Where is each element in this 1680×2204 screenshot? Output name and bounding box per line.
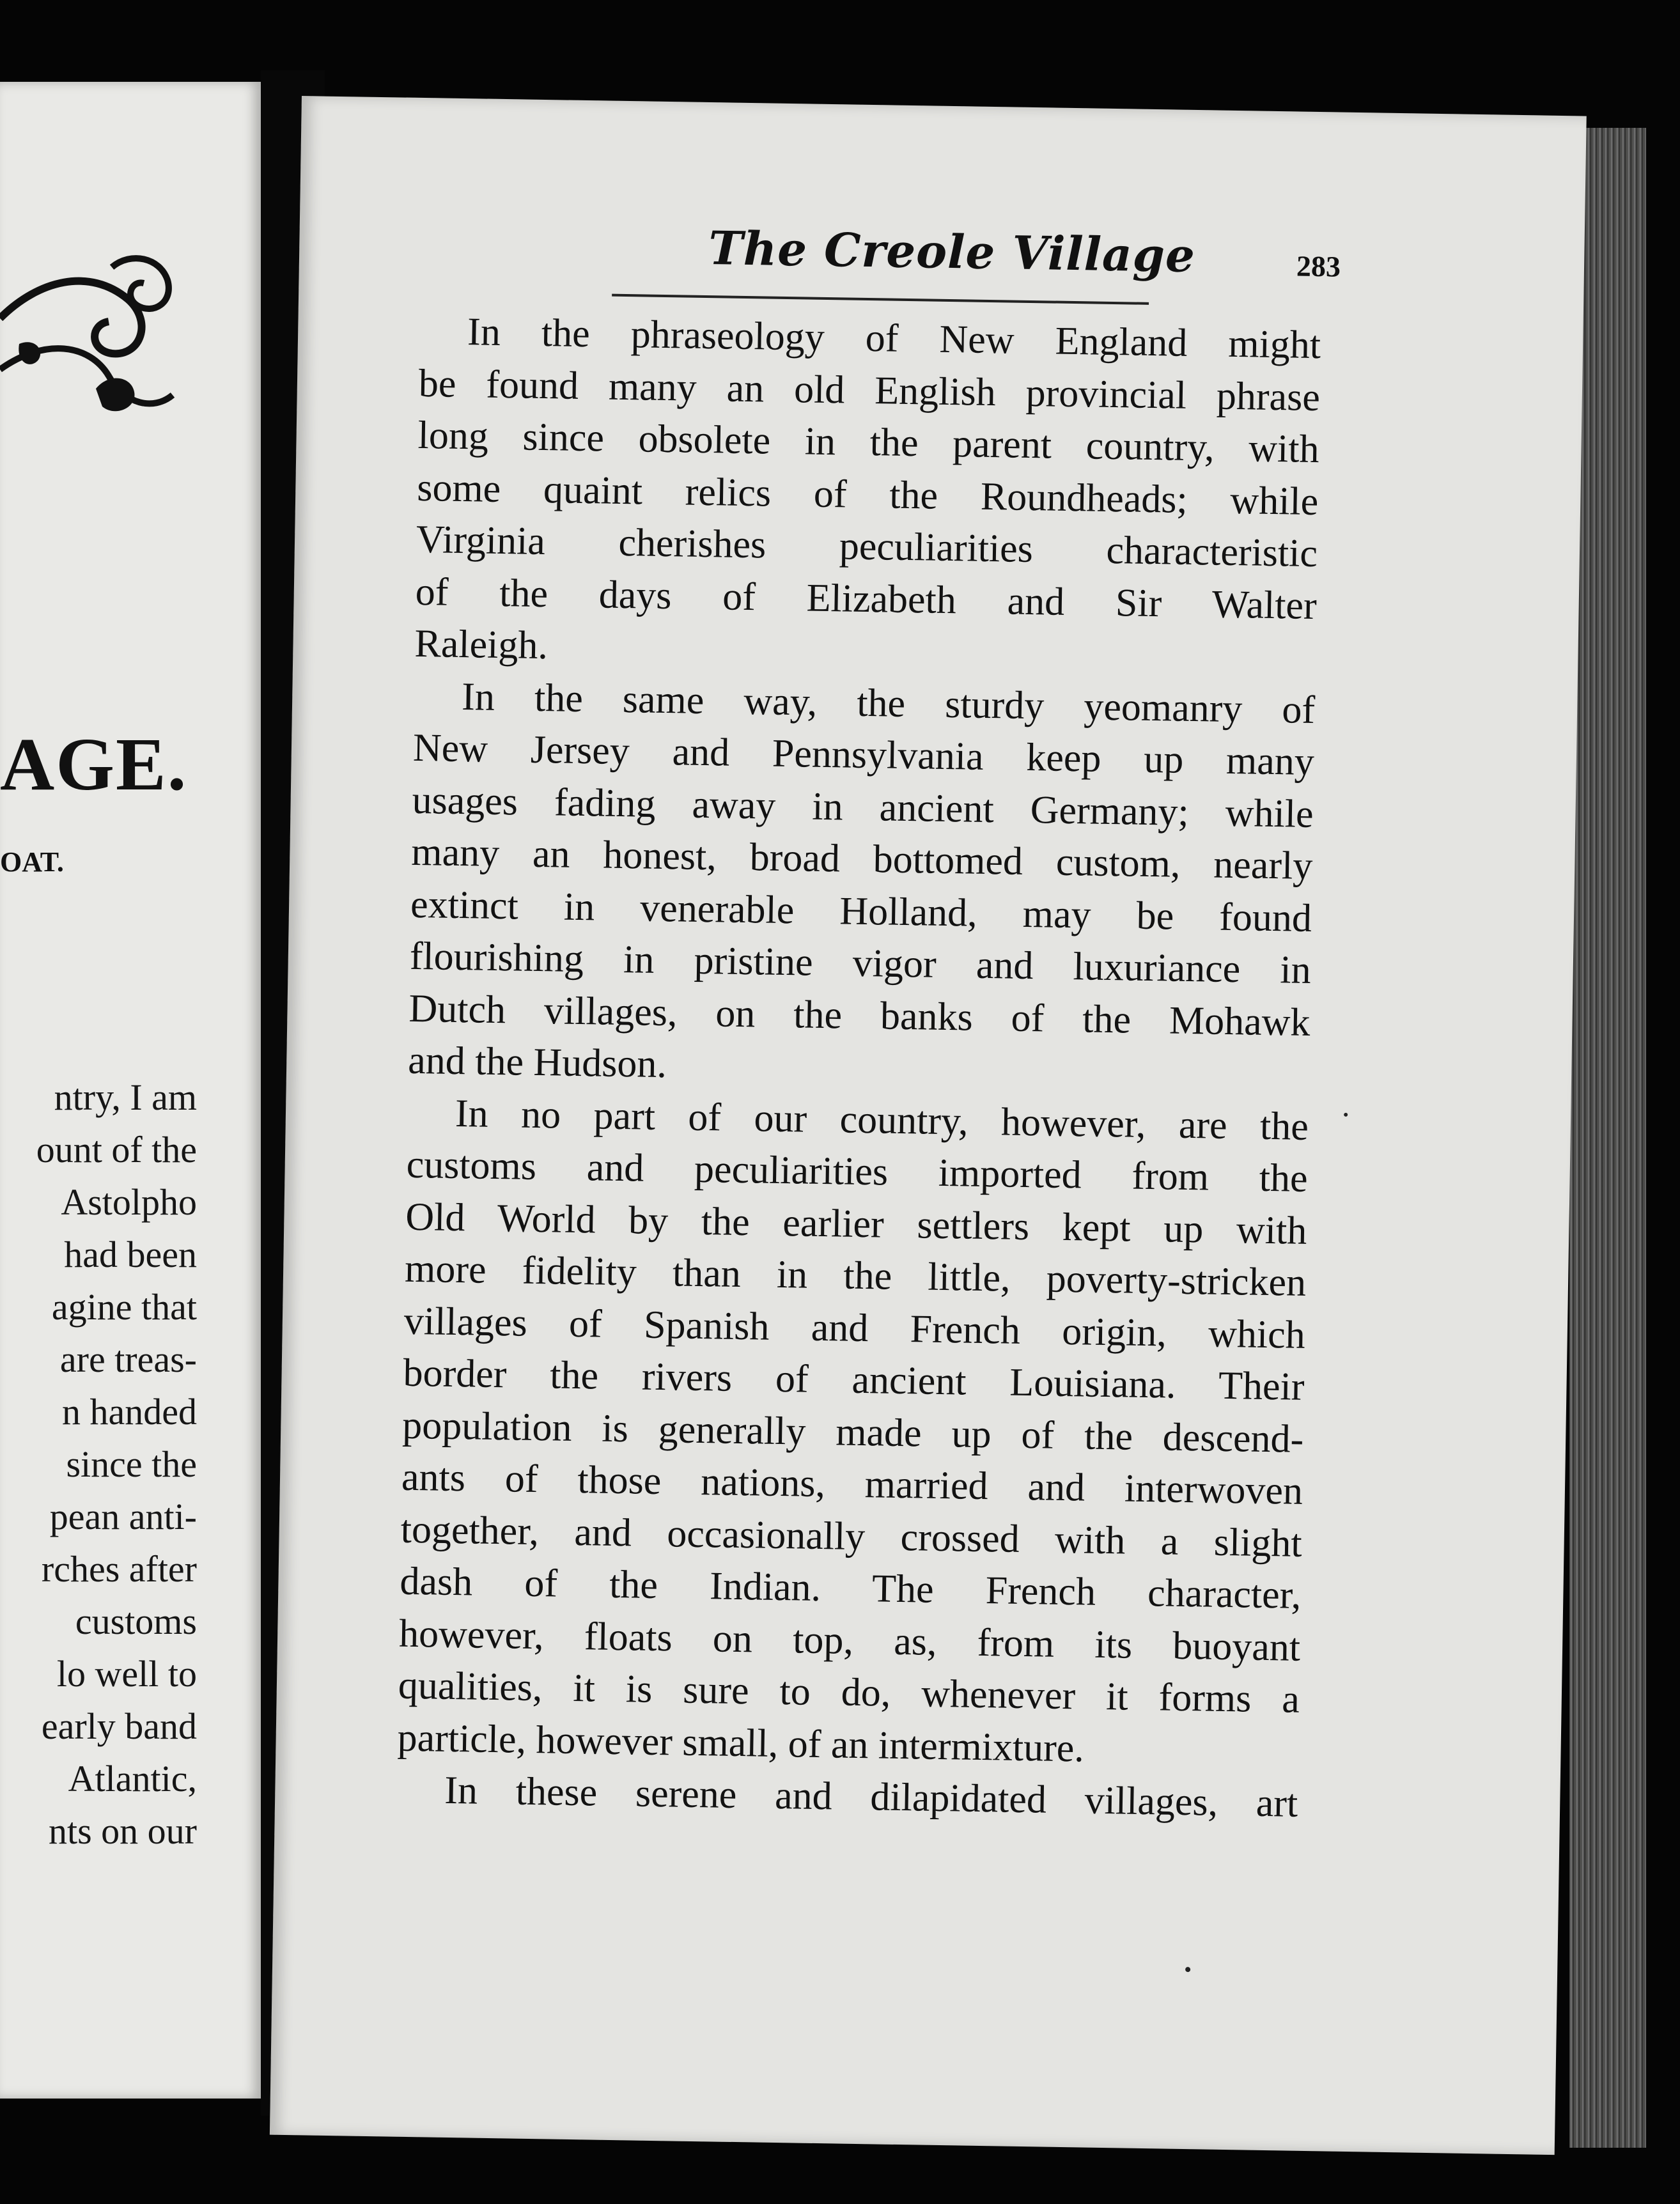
text-line: population is generally made up of the descend- [401, 1403, 1304, 1461]
text-line: and the Hudson. [407, 1038, 667, 1087]
left-line-fragment: Atlantic, [68, 1758, 197, 1799]
text-line: Dutch villages, on the banks of the Mohawk [408, 986, 1311, 1044]
left-line-fragment: are treas- [59, 1339, 197, 1380]
text-line: some quaint relics of the Roundheads; while [416, 465, 1319, 524]
text-line: customs and peculiarities imported from the [406, 1142, 1309, 1200]
ink-speck [1185, 1967, 1190, 1972]
left-line-fragment: since the [66, 1443, 197, 1485]
text-line: long since obsolete in the parent country, with [417, 413, 1320, 472]
body-text [396, 306, 1321, 1830]
left-line-fragment: pean anti- [49, 1496, 197, 1537]
header-rule [612, 294, 1149, 305]
left-line-fragment: early band [41, 1705, 197, 1747]
text-line: In these serene and dilapidated villages, art [444, 1768, 1298, 1826]
text-line: usages fading away in ancient Germany; while [412, 778, 1314, 836]
left-line-fragment: nts on our [49, 1810, 197, 1852]
right-page [270, 96, 1587, 2155]
text-line: Old World by the earlier settlers kept up with [405, 1195, 1307, 1253]
text-line: together, and occasionally crossed with a slight [400, 1507, 1303, 1565]
text-line: more fidelity than in the little, poverty-stricken [404, 1246, 1307, 1305]
left-line-fragment: rches after [41, 1548, 197, 1590]
text-line: In no part of our country, however, are the [455, 1091, 1309, 1149]
text-line: of the days of Elizabeth and Sir Walter [415, 570, 1318, 628]
text-line: flourishing in pristine vigor and luxuriance in [409, 934, 1312, 992]
left-page [0, 82, 261, 2099]
left-line-fragment: ntry, I am [54, 1076, 197, 1118]
running-head: The Creole Village [708, 221, 1196, 283]
text-line: qualities, it is sure to do, whenever it forms a [398, 1663, 1300, 1721]
left-line-fragment: n handed [62, 1391, 197, 1432]
text-line: particle, however small, of an intermixture. [397, 1716, 1085, 1771]
left-line-fragment: lo well to [56, 1653, 197, 1695]
text-line: In the same way, the sturdy yeomanry of [461, 674, 1316, 732]
left-subheading-fragment: OAT. [0, 846, 64, 878]
text-line: be found many an old English provincial phrase [418, 361, 1321, 419]
text-line: many an honest, broad bottomed custom, nearly [410, 830, 1313, 888]
left-line-fragment: Astolpho [61, 1181, 197, 1223]
left-line-fragment: customs [75, 1601, 197, 1642]
text-line: In the phraseology of New England might [467, 310, 1321, 368]
text-line: Raleigh. [414, 621, 548, 668]
text-line: however, floats on top, as, from its buoyant [398, 1611, 1301, 1670]
text-line: border the rivers of ancient Louisiana. Their [403, 1351, 1305, 1409]
left-line-fragment: had been [64, 1234, 197, 1275]
text-line: Virginia cherishes peculiarities characteristic [416, 517, 1318, 576]
left-line-fragment: ount of the [36, 1129, 197, 1170]
left-line-fragment: agine that [51, 1286, 197, 1328]
text-line: villages of Spanish and French origin, which [403, 1299, 1306, 1357]
ornament-flourish-icon [0, 242, 185, 453]
text-line: dash of the Indian. The French character, [399, 1559, 1302, 1617]
ink-speck [1344, 1113, 1348, 1117]
left-chapter-heading-fragment: AGE. [0, 722, 188, 806]
text-line: New Jersey and Pennsylvania keep up many [412, 726, 1315, 784]
text-line: extinct in venerable Holland, may be found [410, 882, 1312, 940]
page-number: 283 [1296, 249, 1341, 283]
text-line: ants of those nations, married and interwoven [401, 1455, 1303, 1513]
